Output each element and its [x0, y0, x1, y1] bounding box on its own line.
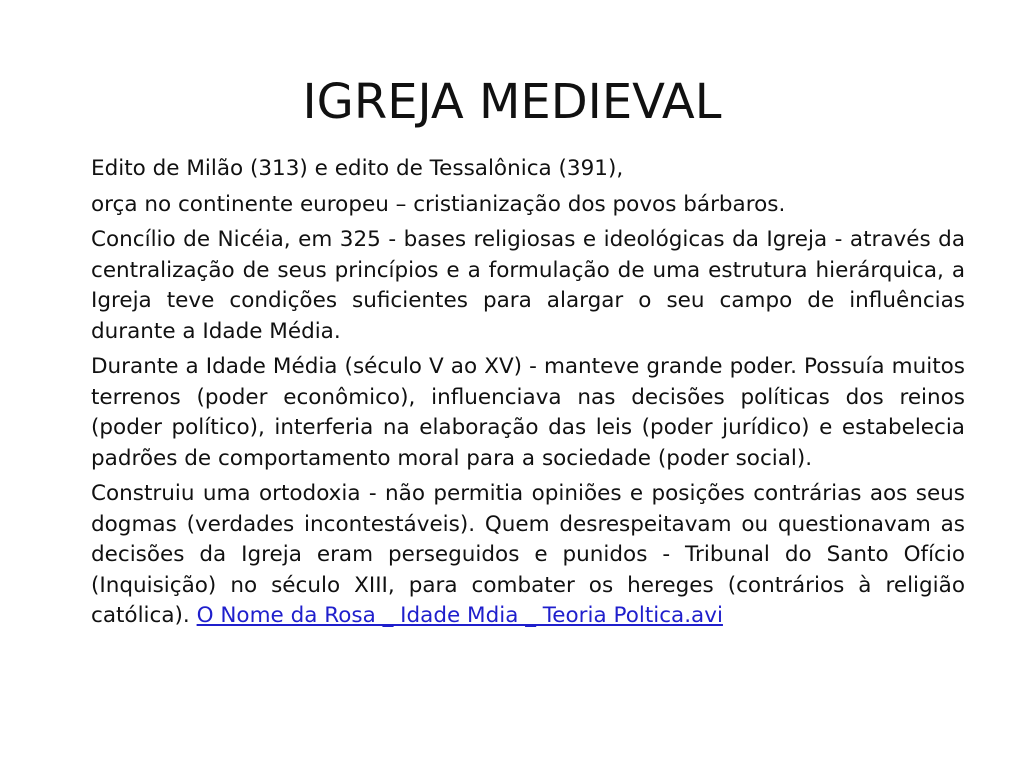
slide-title: IGREJA MEDIEVAL [302, 74, 722, 130]
paragraph-ortodoxia [91, 479, 965, 632]
video-link[interactable]: O Nome da Rosa _ Idade Mdia _ Teoria Poltica.avi [196, 603, 723, 628]
paragraph-editos: Edito de Milão (313) e edito de Tessalônica (391), [91, 156, 624, 181]
paragraph-concilio-niceia: Concílio de Nicéia, em 325 - bases religiosas e ideológicas da Igreja - através da centralização de seus princípios e a formulação de uma estrutura hierárquica, a Igreja teve condições suficientes para alargar o seu campo de influências durante a Idade Média. [91, 227, 965, 344]
paragraph-poder-idade-media: Durante a Idade Média (século V ao XV) - manteve grande poder. Possuía muitos terrenos (poder econômico), influenciava nas decisões políticas dos reinos (poder político), interferia na elaboração das leis (poder jurídico) e estabelecia padrões de comportamento moral para a sociedade (poder social). [91, 354, 965, 471]
paragraph-ortodoxia-text: Construiu uma ortodoxia - não permitia opiniões e posições contrárias aos seus dogmas (verdades incontestáveis). Quem desrespeitavam ou questionavam as decisões da Igreja eram perseguidos e punidos - Tribunal do Santo Ofício (Inquisição) no século XIII, para combater os hereges (contrários à religião católica). [91, 481, 965, 628]
paragraph-cristianizacao: orça no continente europeu – cristianização dos povos bárbaros. [91, 191, 786, 217]
slide-body [91, 154, 965, 637]
